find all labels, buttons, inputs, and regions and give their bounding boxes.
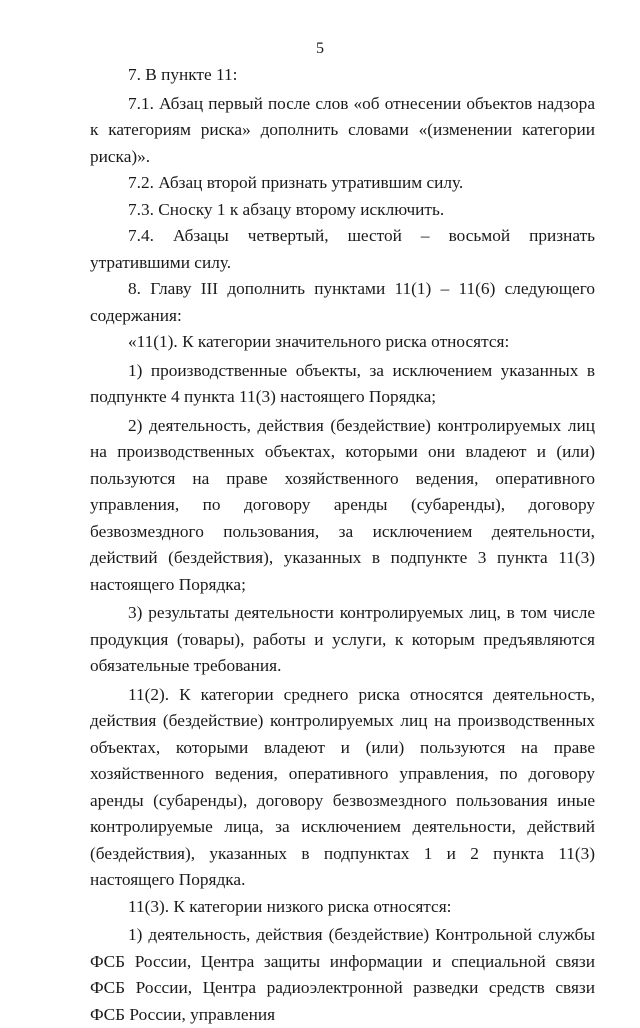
paragraph-7-2: 7.2. Абзац второй признать утратившим силу. (128, 173, 464, 192)
paragraph-8: 8. Главу III дополнить пунктами 11(1) – 11(6) следующего содержания: (90, 279, 595, 325)
paragraph-11-1-item-1: 1) производственные объекты, за исключением указанных в подпункте 4 пункта 11(3) настоящего Порядка; (90, 360, 595, 406)
paragraph-7-3: 7.3. Сноску 1 к абзацу второму исключить. (128, 199, 445, 219)
paragraph-11-1-item-2: 2) деятельность, действия (бездействие) контролируемых лиц на производственных объектах, которыми они владеют и (или) пользуются на праве хозяйственного ведения, оперативного управления, по договору аренды (субаренды), договору безвозмездного пользования, за исключением деятельности, действий (бездействия), указанных в подпункте 3 пункта 11(3) настоящего Порядка; (90, 415, 595, 594)
paragraph-11-1-heading: «11(1). К категории значительного риска относятся: (128, 332, 510, 351)
paragraph-11-1-item-3: 3) результаты деятельности контролируемых лиц, в том числе продукция (товары), работы и услуги, к которым предъявляются обязательные требования. (90, 603, 595, 675)
paragraph-7-1: 7.1. Абзац первый после слов «об отнесении объектов надзора к категориям риска» дополнить словами «(изменении категории риска)». (90, 93, 595, 166)
page-number: 5 (316, 40, 324, 57)
paragraph-11-2: 11(2). К категории среднего риска относятся деятельность, действия (бездействие) контролируемых лиц на производственных объектах, которыми владеют и (или) пользуются на праве хозяйственного ведения, оперативного управления, по договору аренды (субаренды), договору безвозмездного пользования иные контролируемые лица, за исключением деятельности, действий (бездействия), указанных в подпунктах 1 и 2 пункта 11(3) настоящего Порядка. (90, 684, 595, 889)
paragraph-11-3-item-1: 1) деятельность, действия (бездействие) Контрольной службы ФСБ России, Центра защиты информации и специальной связи ФСБ России, Центра радиоэлектронной разведки средств связи ФСБ России, управления (90, 925, 595, 1024)
document-body (90, 62, 595, 1028)
paragraph-7: 7. В пункте 11: (128, 65, 238, 84)
paragraph-11-3-heading: 11(3). К категории низкого риска относятся: (128, 896, 452, 916)
paragraph-7-4: 7.4. Абзацы четвертый, шестой – восьмой признать утратившими силу. (90, 226, 595, 272)
